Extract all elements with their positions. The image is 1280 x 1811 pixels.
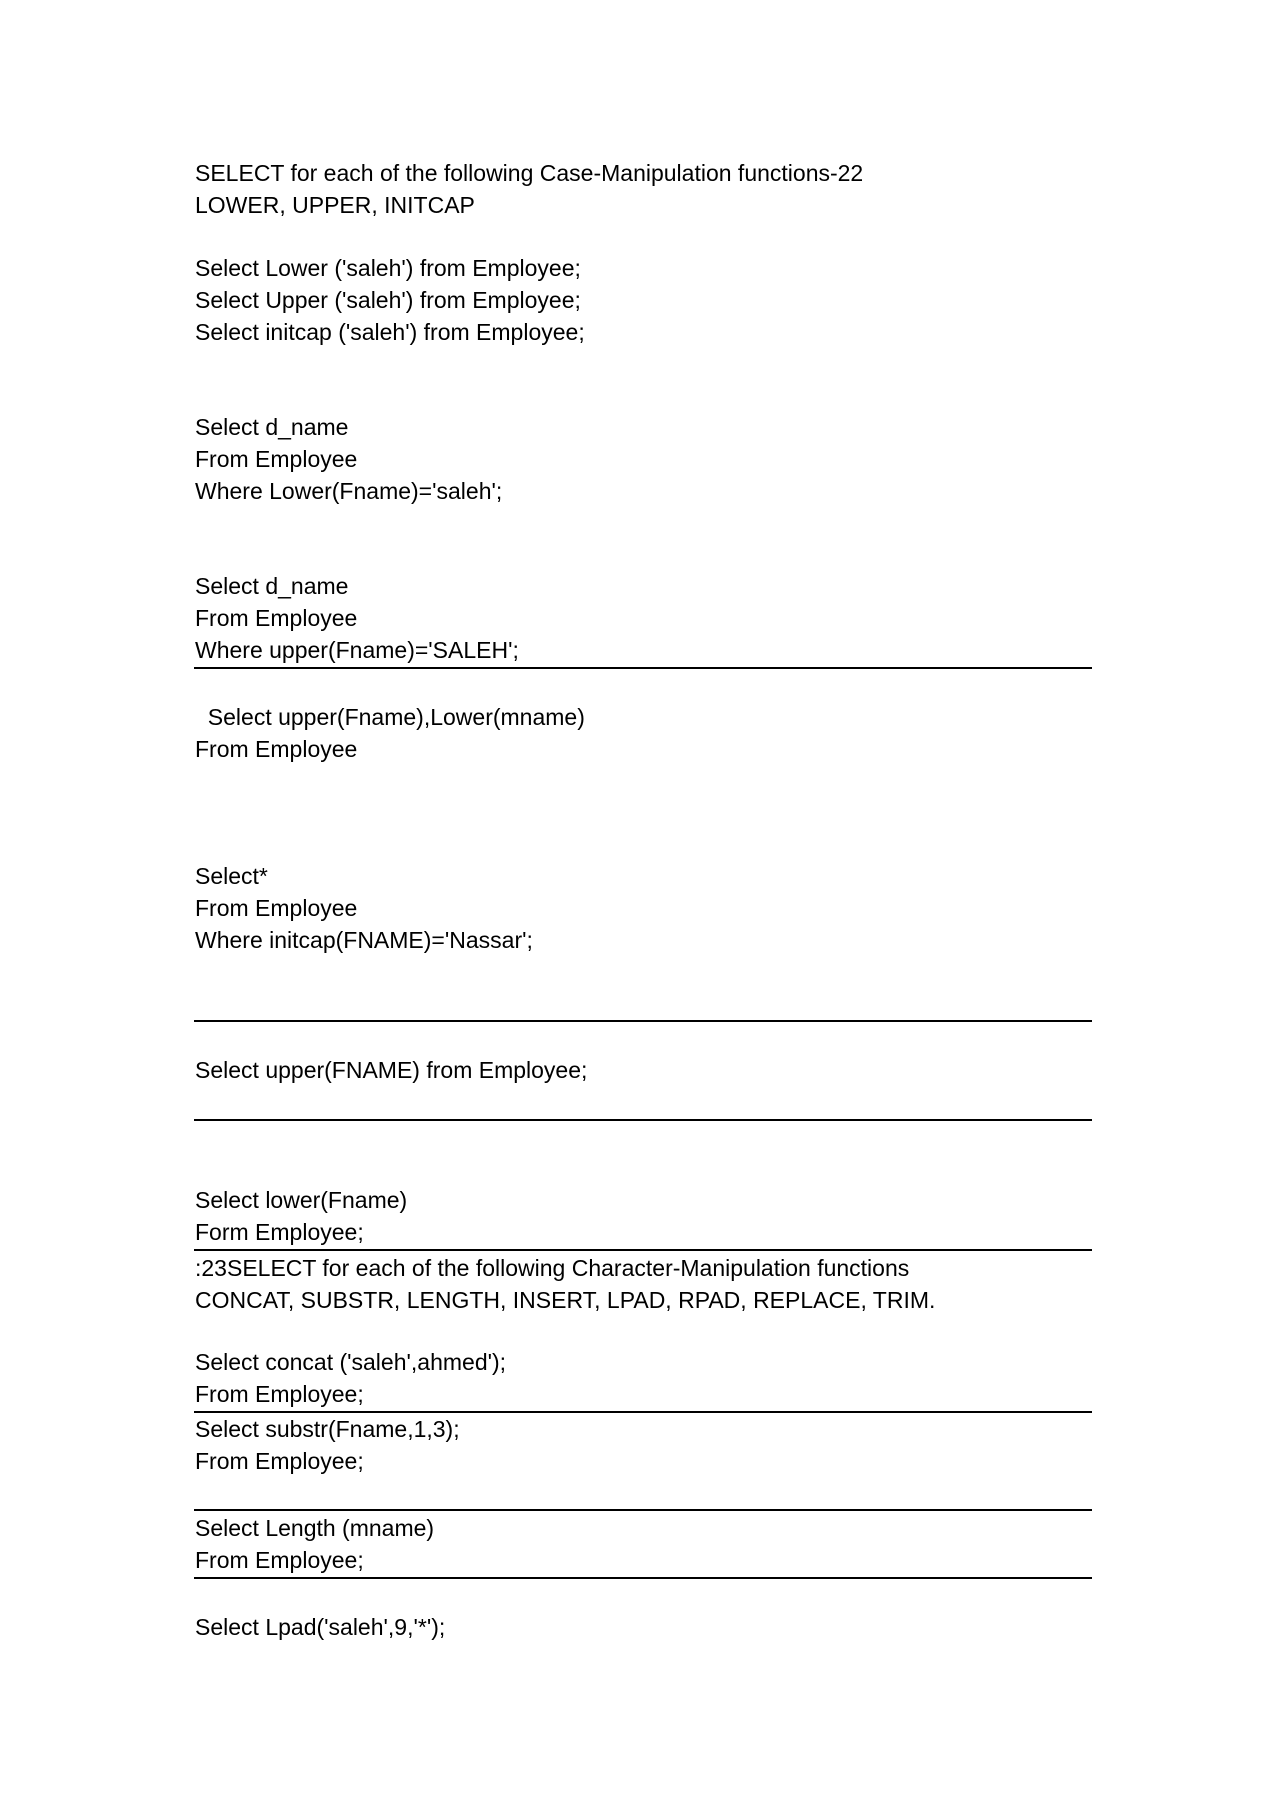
- query-9-line-2: Form Employee;: [195, 1219, 364, 1245]
- query-5-line-2: From Employee: [195, 605, 358, 631]
- query-10-line-2: From Employee;: [195, 1381, 364, 1407]
- separator-rule: [194, 1509, 1092, 1511]
- separator-rule: [194, 667, 1092, 669]
- query-12-line-1: Select Length (mname): [195, 1515, 435, 1541]
- separator-rule: [194, 1249, 1092, 1251]
- query-10-line-1: Select concat ('saleh',ahmed');: [195, 1349, 507, 1375]
- section-1-subtitle: LOWER, UPPER, INITCAP: [195, 192, 475, 218]
- query-5-line-3: Where upper(Fname)='SALEH';: [195, 637, 519, 663]
- query-7-line-3: Where initcap(FNAME)='Nassar';: [195, 927, 533, 953]
- separator-rule: [194, 1577, 1092, 1579]
- query-4-line-3: Where Lower(Fname)='saleh';: [195, 478, 503, 504]
- query-11-line-1: Select substr(Fname,1,3);: [195, 1416, 460, 1442]
- section-2-subtitle: CONCAT, SUBSTR, LENGTH, INSERT, LPAD, RPAD, REPLACE, TRIM.: [195, 1287, 936, 1313]
- separator-rule: [194, 1020, 1092, 1022]
- query-9-line-1: Select lower(Fname): [195, 1187, 408, 1213]
- query-lower: Select Lower ('saleh') from Employee;: [195, 255, 581, 281]
- section-1-title: SELECT for each of the following Case-Manipulation functions-22: [195, 160, 864, 186]
- query-5-line-1: Select d_name: [195, 573, 349, 599]
- query-12-line-2: From Employee;: [195, 1547, 364, 1573]
- query-4-line-2: From Employee: [195, 446, 358, 472]
- section-2-title: :23SELECT for each of the following Character-Manipulation functions: [195, 1255, 910, 1281]
- query-6-line-2: From Employee: [195, 736, 358, 762]
- separator-rule: [194, 1411, 1092, 1413]
- query-13: Select Lpad('saleh',9,'*');: [195, 1614, 446, 1640]
- query-4-line-1: Select d_name: [195, 414, 349, 440]
- query-8: Select upper(FNAME) from Employee;: [195, 1057, 588, 1083]
- query-initcap: Select initcap ('saleh') from Employee;: [195, 319, 585, 345]
- query-11-line-2: From Employee;: [195, 1448, 364, 1474]
- query-6-line-1: Select upper(Fname),Lower(mname): [195, 704, 585, 730]
- query-7-line-1: Select*: [195, 863, 268, 889]
- separator-rule: [194, 1119, 1092, 1121]
- query-7-line-2: From Employee: [195, 895, 358, 921]
- query-upper: Select Upper ('saleh') from Employee;: [195, 287, 581, 313]
